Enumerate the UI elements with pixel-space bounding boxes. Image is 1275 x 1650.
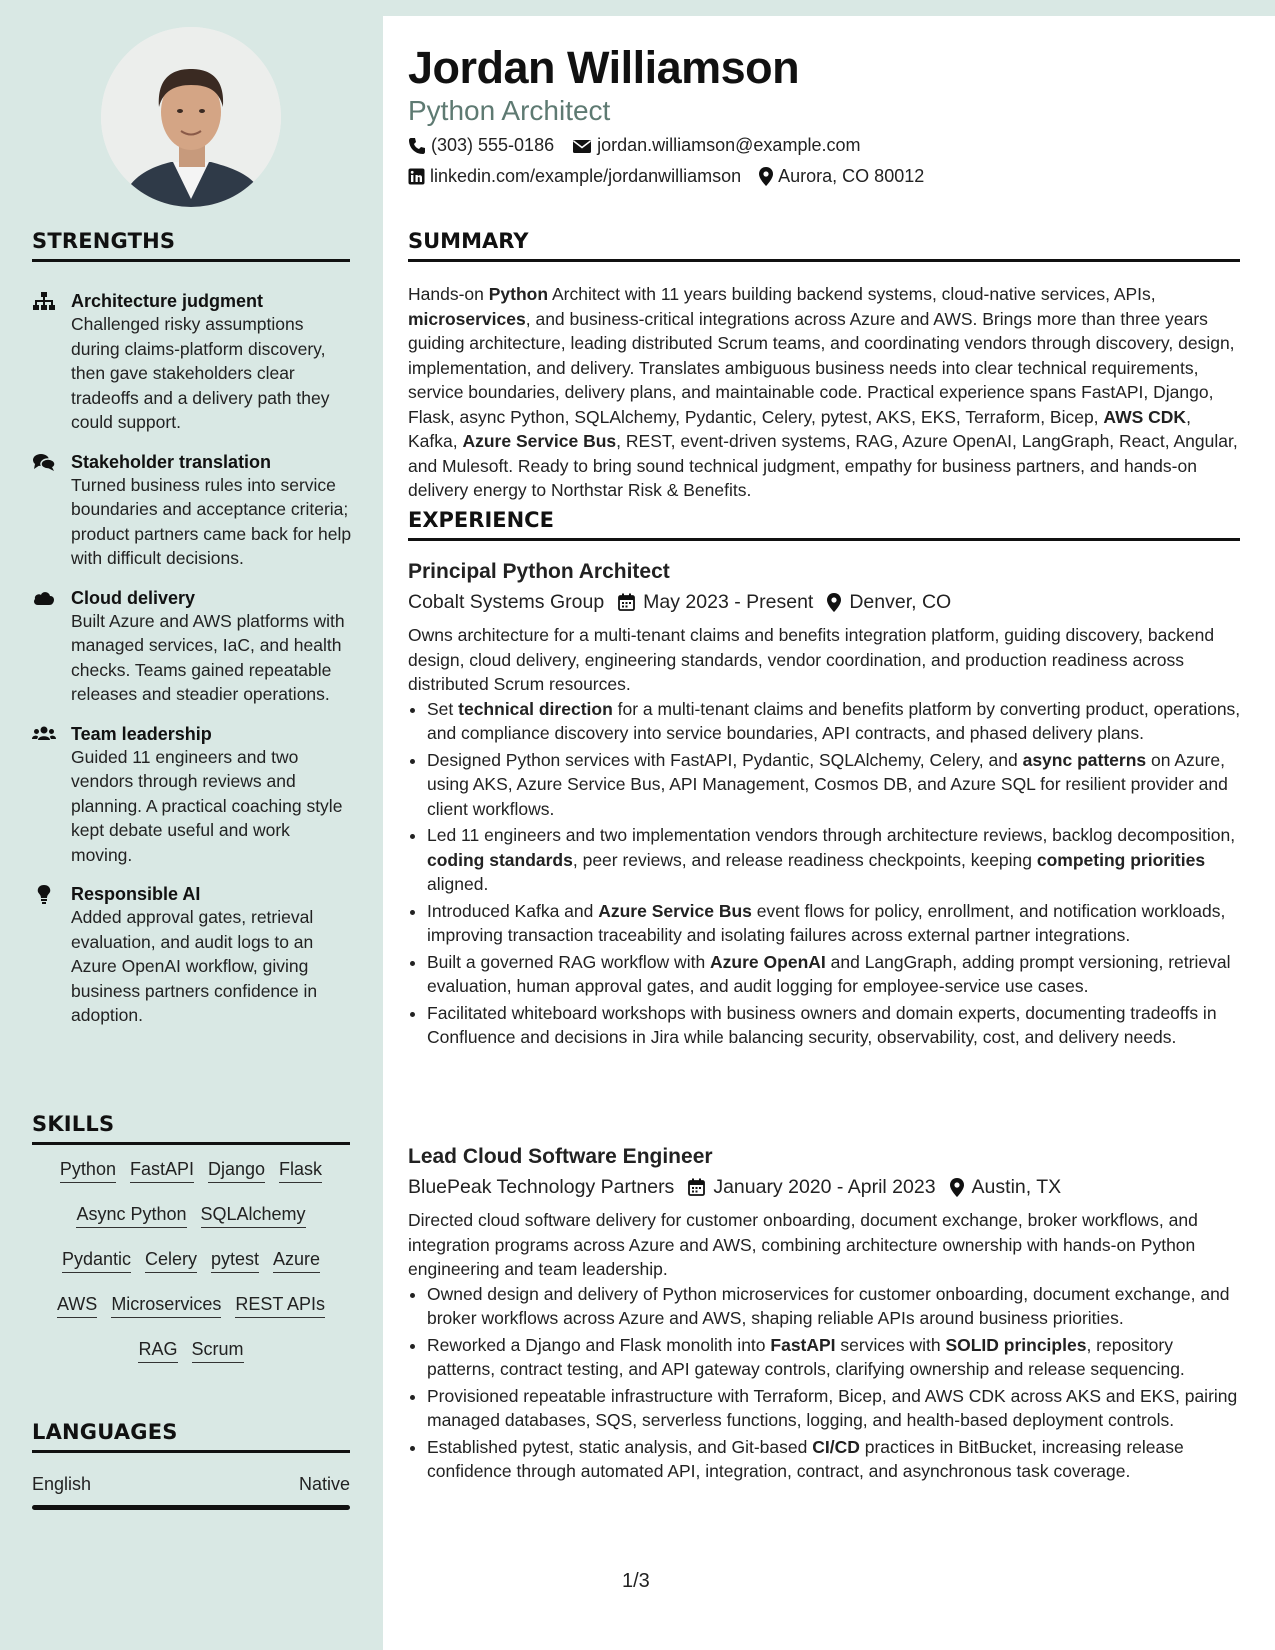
chat-icon	[32, 452, 56, 472]
language-level: Native	[298, 1474, 350, 1494]
language-row	[32, 1474, 350, 1495]
emphasis-text: FastAPI	[770, 1334, 836, 1355]
emphasis-text: Azure OpenAI	[710, 951, 826, 972]
emphasis-text: Python	[488, 284, 549, 304]
strength-title: Architecture judgment	[71, 291, 264, 311]
skill-row	[32, 1292, 350, 1319]
contact-row	[408, 166, 942, 187]
strength-title: Responsible AI	[71, 884, 201, 904]
strength-desc: Turned business rules into service boundaries and acceptance criteria; product partners came back for help with difficult decisions.	[71, 474, 352, 568]
skill-tag: Microservices	[111, 1292, 221, 1318]
job-entry	[408, 557, 1242, 1052]
phone-icon	[408, 137, 426, 155]
candidate-name: Jordan Williamson	[408, 42, 800, 93]
text-run: practices in BitBucket, increasing release confidence through automated API, integration, contract, and asynchronous task coverage.	[427, 1436, 1184, 1481]
job-bullet	[427, 1001, 1242, 1050]
strength-desc: Built Azure and AWS platforms with managed services, IaC, and health checks. Teams gained repeatable releases and steadier operations.	[71, 610, 345, 704]
job-bullet	[427, 950, 1242, 999]
job-bullet	[427, 823, 1242, 897]
skill-tag: SQLAlchemy	[201, 1202, 306, 1228]
phone-text: (303) 555-0186	[431, 135, 555, 155]
job-bullet	[427, 748, 1242, 822]
text-run: event flows for policy, enrollment, and notification workloads, improving transaction traceability and isolating failures across external partner integrations.	[427, 900, 1226, 945]
skill-tag: AWS	[57, 1292, 97, 1318]
location-contact	[759, 166, 924, 187]
location-text: Aurora, CO 80012	[778, 166, 925, 186]
text-run: Introduced Kafka and	[427, 900, 599, 921]
strength-desc: Challenged risky assumptions during claims-platform discovery, then gave stakeholders clear tradeoffs and a delivery path they could support.	[71, 314, 330, 432]
summary-heading: SUMMARY	[408, 229, 1240, 262]
strength-item	[32, 587, 352, 707]
emphasis-text: CI/CD	[812, 1436, 860, 1457]
strength-title: Team leadership	[71, 723, 212, 744]
skill-tag: Python	[60, 1157, 116, 1183]
map-pin-icon	[759, 167, 773, 186]
skills-list	[32, 1157, 350, 1382]
job-bullets	[408, 697, 1242, 1050]
emphasis-text: technical direction	[458, 698, 613, 719]
text-run: Designed Python services with FastAPI, Pydantic, SQLAlchemy, Celery, and	[427, 749, 1023, 770]
strength-title: Cloud delivery	[71, 587, 196, 608]
job-meta	[408, 1172, 1242, 1202]
skill-tag: Pydantic	[62, 1247, 131, 1273]
skill-tag: Async Python	[76, 1202, 186, 1228]
emphasis-text: Azure Service Bus	[462, 431, 617, 451]
job-company: BluePeak Technology Partners	[408, 1176, 675, 1198]
strengths-heading: STRENGTHS	[32, 229, 350, 262]
calendar-icon	[688, 1178, 705, 1196]
skill-tag: FastAPI	[130, 1157, 194, 1183]
text-run: Owned design and delivery of Python microservices for customer onboarding, document exchange, and broker workflows across Azure and AWS, shaping reliable APIs around business priorities.	[427, 1283, 1230, 1328]
email-text[interactable]: jordan.williamson@example.com	[597, 135, 861, 155]
text-run: , REST, event-driven systems, RAG, Azure OpenAI, LangGraph, React, Angular, and Mulesoft. Ready to bring sound technical judgment, empathy for business partners, and hands-on delivery energy to Northstar Risk & Benefits.	[408, 431, 1238, 500]
job-bullet	[427, 1333, 1242, 1382]
map-pin-icon	[827, 593, 841, 612]
skill-tag: Scrum	[192, 1337, 244, 1363]
experience-heading: EXPERIENCE	[408, 508, 1240, 541]
text-run: for a multi-tenant claims and benefits platform by converting product, operations, and compliance discovery into service boundaries, API contracts, and phased delivery plans.	[427, 698, 1241, 743]
skill-tag: Django	[208, 1157, 265, 1183]
job-bullet	[427, 1282, 1242, 1331]
skill-row	[32, 1157, 350, 1184]
skill-tag: pytest	[211, 1247, 259, 1273]
calendar-icon	[618, 593, 635, 611]
job-dates: May 2023 - Present	[643, 591, 814, 613]
text-run: Reworked a Django and Flask monolith into	[427, 1334, 771, 1355]
emphasis-text: microservices	[408, 308, 526, 329]
job-bullet	[427, 697, 1242, 746]
strengths-list	[32, 290, 352, 1044]
emphasis-text: async patterns	[1022, 749, 1147, 770]
skill-tag: REST APIs	[235, 1292, 325, 1318]
map-pin-icon	[950, 1178, 964, 1197]
job-location: Denver, CO	[849, 591, 952, 613]
job-bullet	[427, 1384, 1242, 1433]
skill-row	[32, 1337, 350, 1364]
text-run: , repository patterns, contract testing, and API gateway controls, clarifying ownership and release sequencing.	[427, 1334, 1185, 1379]
strength-item	[32, 723, 352, 868]
emphasis-text: AWS CDK	[1103, 406, 1187, 427]
text-run: Led 11 engineers and two implementation vendors through architecture reviews, backlog decomposition,	[427, 825, 1236, 845]
job-role: Principal Python Architect	[408, 560, 670, 583]
job-bullets	[408, 1282, 1242, 1484]
phone-contact	[408, 135, 554, 156]
text-run: , and business-critical integrations across Azure and AWS. Brings more than three years guiding architecture, leading distributed Scrum teams, and coordinating vendors through discovery, design, implementation, and delivery. Translates ambiguous business needs into clear technical requirements, service boundaries, delivery plans, and maintainable code. Practical experience spans FastAPI, Django, Flask, async Python, SQLAlchemy, Pydantic, Celery, pytest, AKS, EKS, Terraform, Bicep,	[408, 308, 1235, 427]
language-proficiency-bar	[32, 1505, 350, 1510]
skill-tag: RAG	[138, 1337, 177, 1363]
text-run: Hands-on	[408, 284, 489, 304]
linkedin-text[interactable]: linkedin.com/example/jordanwilliamson	[430, 166, 742, 186]
users-icon	[32, 724, 56, 744]
language-name: English	[32, 1474, 92, 1494]
skill-row	[32, 1202, 350, 1229]
strength-item	[32, 290, 352, 435]
cloud-icon	[32, 588, 56, 608]
languages-heading: LANGUAGES	[32, 1420, 350, 1453]
strength-desc: Guided 11 engineers and two vendors through reviews and planning. A practical coaching style kept debate useful and work moving.	[71, 746, 343, 865]
emphasis-text: coding standards	[427, 849, 573, 870]
summary-text	[408, 282, 1240, 503]
emphasis-text: SOLID principles	[945, 1334, 1087, 1355]
profile-photo	[101, 27, 281, 207]
text-run: Set	[427, 698, 459, 719]
contact-row	[408, 135, 878, 156]
job-location: Austin, TX	[971, 1176, 1062, 1198]
text-run: , Kafka,	[408, 406, 1191, 451]
job-bullet	[427, 899, 1242, 948]
skill-tag: Flask	[279, 1157, 322, 1183]
emphasis-text: competing priorities	[1036, 849, 1206, 870]
skills-heading: SKILLS	[32, 1112, 350, 1145]
job-company: Cobalt Systems Group	[408, 591, 605, 613]
envelope-icon	[572, 138, 592, 154]
strength-title: Stakeholder translation	[71, 451, 272, 472]
text-run: , peer reviews, and release readiness checkpoints, keeping	[572, 849, 1037, 870]
strength-item	[32, 883, 352, 1028]
emphasis-text: Azure Service Bus	[598, 900, 752, 921]
skill-row	[32, 1247, 350, 1274]
linkedin-icon	[408, 168, 425, 185]
email-contact[interactable]	[572, 135, 860, 156]
text-run: Provisioned repeatable infrastructure with Terraform, Bicep, and AWS CDK across AKS and EKS, pairing managed databases, SQS, serverless functions, logging, and health-based deployment controls.	[427, 1385, 1238, 1430]
sitemap-icon	[32, 291, 56, 311]
text-run: Established pytest, static analysis, and Git-based	[427, 1436, 813, 1457]
text-run: Facilitated whiteboard workshops with business owners and domain experts, documenting tradeoffs in Confluence and decisions in Jira while balancing security, observability, cost, and delivery needs.	[427, 1002, 1217, 1047]
top-band	[0, 0, 1275, 16]
text-run: Architect with 11 years building backend systems, cloud-native services, APIs,	[548, 284, 1156, 304]
text-run: and LangGraph, adding prompt versioning, retrieval evaluation, human approval gates, and audit logging for employee-service use cases.	[427, 951, 1231, 996]
skill-tag: Azure	[273, 1247, 320, 1273]
job-description: Owns architecture for a multi-tenant claims and benefits integration platform, guiding discovery, backend design, cloud delivery, engineering standards, vendor coordination, and production readiness across distributed Scrum resources.	[408, 625, 1215, 694]
lightbulb-icon	[32, 884, 56, 904]
page-number: 1/3	[622, 1570, 650, 1592]
text-run: services with	[835, 1334, 946, 1355]
job-entry	[408, 1142, 1242, 1486]
job-dates: January 2020 - April 2023	[713, 1176, 936, 1198]
strength-item	[32, 451, 352, 571]
job-bullet	[427, 1435, 1242, 1484]
skill-tag: Celery	[145, 1247, 197, 1273]
strength-desc: Added approval gates, retrieval evaluation, and audit logs to an Azure OpenAI workflow, giving business partners confidence in adoption.	[71, 907, 318, 1025]
text-run: Built a governed RAG workflow with	[427, 951, 711, 972]
job-description: Directed cloud software delivery for customer onboarding, document exchange, broker workflows, and integration programs across Azure and AWS, combining architecture ownership with hands-on Python engineering and team leadership.	[408, 1210, 1198, 1279]
job-meta	[408, 587, 1242, 617]
candidate-title: Python Architect	[408, 95, 611, 126]
linkedin-contact[interactable]	[408, 166, 741, 187]
job-role: Lead Cloud Software Engineer	[408, 1145, 713, 1168]
text-run: on Azure, using AKS, Azure Service Bus, API Management, Cosmos DB, and Azure SQL for resilient provider and client workflows.	[427, 749, 1228, 819]
text-run: aligned.	[427, 874, 489, 894]
